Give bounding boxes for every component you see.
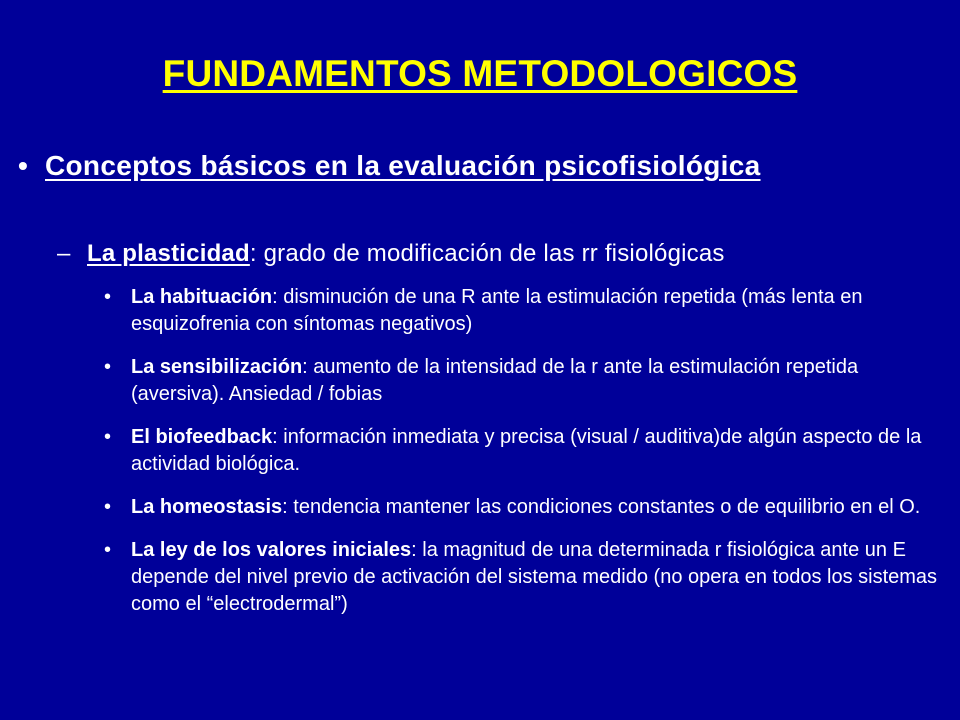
bullet-icon: • bbox=[104, 539, 112, 561]
list-item bbox=[104, 494, 954, 521]
sub-point-plasticity bbox=[57, 238, 957, 270]
bullet-icon: • bbox=[104, 356, 112, 378]
concept-list bbox=[104, 284, 954, 634]
item-term: La sensibilización bbox=[131, 356, 303, 378]
dash-icon: – bbox=[57, 240, 71, 267]
bullet-icon: • bbox=[104, 496, 112, 518]
item-text: : tendencia mantener las condiciones constantes o de equilibrio en el O. bbox=[282, 496, 921, 518]
item-text: : la magnitud de una determinada r fisiológica ante un E depende del nivel previo de activación del sistema medido (no opera en todos los sistemas como el “electrodermal”) bbox=[131, 539, 938, 615]
item-term: La habituación bbox=[131, 286, 273, 308]
item-text: : información inmediata y precisa (visual / auditiva)de algún aspecto de la actividad biológica. bbox=[131, 426, 922, 475]
item-text: : aumento de la intensidad de la r ante la estimulación repetida (aversiva). Ansiedad / fobias bbox=[131, 356, 859, 405]
bullet-icon: • bbox=[18, 150, 28, 181]
list-item bbox=[104, 354, 954, 408]
list-item bbox=[104, 424, 954, 478]
sub-point-term: La plasticidad bbox=[87, 240, 250, 267]
list-item bbox=[104, 537, 954, 618]
slide-title: FUNDAMENTOS METODOLOGICOS bbox=[162, 53, 798, 94]
item-term: El biofeedback bbox=[131, 426, 273, 448]
section-heading-text: Conceptos básicos en la evaluación psicofisiológica bbox=[45, 150, 761, 181]
bullet-icon: • bbox=[104, 426, 112, 448]
list-item bbox=[104, 284, 954, 338]
bullet-icon: • bbox=[104, 286, 112, 308]
item-term: La homeostasis bbox=[131, 496, 283, 518]
section-heading bbox=[18, 146, 918, 185]
item-text: : disminución de una R ante la estimulación repetida (más lenta en esquizofrenia con síntomas negativos) bbox=[131, 286, 863, 335]
sub-point-text: : grado de modificación de las rr fisiológicas bbox=[249, 240, 725, 267]
item-term: La ley de los valores iniciales bbox=[131, 539, 412, 561]
